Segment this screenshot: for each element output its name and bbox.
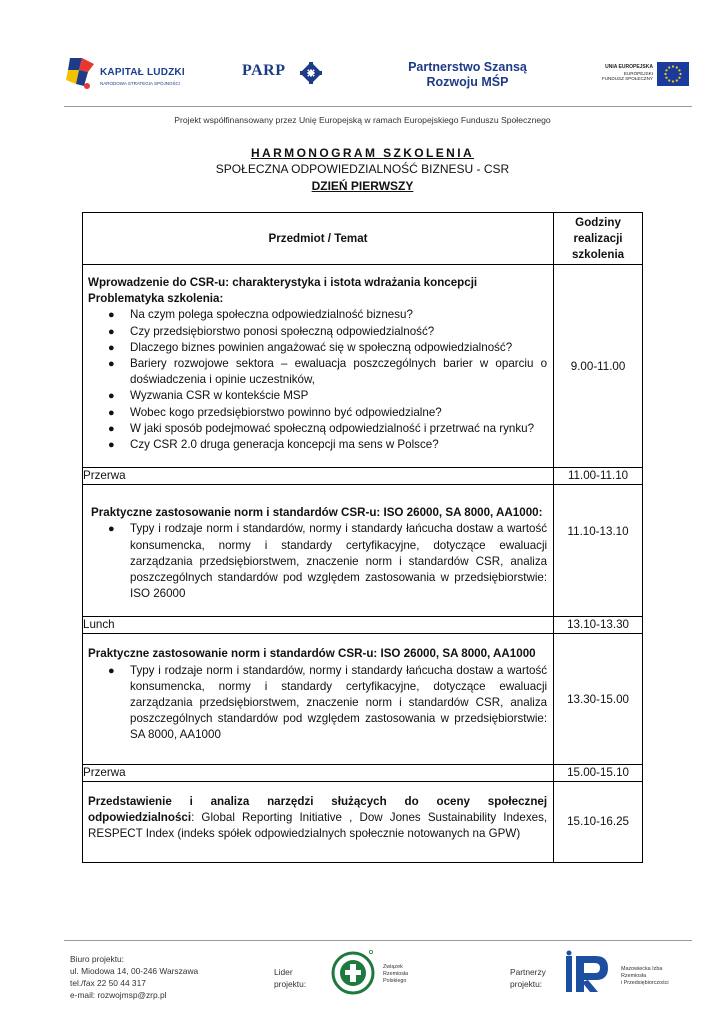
eu-text xyxy=(595,64,653,82)
kapital-ludzki-emblem-icon xyxy=(66,56,96,94)
parp-wordmark: PARP xyxy=(242,62,286,79)
parp-emblem-icon xyxy=(300,62,322,84)
bullet-icon: ● xyxy=(108,523,115,536)
eu-logo xyxy=(595,60,695,90)
table-row xyxy=(83,764,643,781)
eu-flag-icon xyxy=(657,62,689,86)
eu-line3: FUNDUSZ SPOŁECZNY xyxy=(601,76,653,81)
break2-time: 15.00-15.10 xyxy=(554,764,643,781)
list-item: ● Dlaczego biznes powinien angażować się w społeczną odpowiedzialność? xyxy=(88,340,547,356)
eu-line2: EUROPEJSKI xyxy=(623,70,653,76)
list-item: ● Wobec kogo przedsiębiorstwo powinno być odpowiedzialne? xyxy=(88,405,547,421)
bullet-icon: ● xyxy=(108,390,115,403)
list-item: ● Na czym polega społeczna odpowiedzialność biznesu? xyxy=(88,307,547,323)
session-sa-title: Praktyczne zastosowanie norm i standardów CSR-u: ISO 26000, SA 8000, AA1000 xyxy=(88,647,536,661)
table-header-row xyxy=(83,213,643,265)
table-row xyxy=(83,617,643,634)
session-iso-title: Praktyczne zastosowanie norm i standardów CSR-u: ISO 26000, SA 8000, AA1000: xyxy=(91,506,543,520)
footer-divider xyxy=(64,940,692,941)
kapital-ludzki-logo xyxy=(66,56,206,96)
session-iso-cell xyxy=(83,485,554,617)
training-name: SPOŁECZNA ODPOWIEDZIALNOŚĆ BIZNESU - CSR xyxy=(215,162,510,176)
list-item: ● Typy i rodzaje norm i standardów, normy i standardy łańcucha dostaw a wartość konsumencka, normy i standardy certyfikacyjne, dotyczące ewaluacji zarządzania przedsiębiorstwem, znaczenie norm i standardów CSR, analiza poszczególnych standardów pod względem zastosowania w przedsiębiorstwie: SA 8000, AA1000 xyxy=(108,663,548,742)
partnerstwo-szansa-logo xyxy=(405,60,530,90)
session-sa-list xyxy=(88,663,547,744)
kapital-ludzki-subtitle: NARODOWA STRATEGIA SPÓJNOŚCI xyxy=(100,81,181,86)
session-iso-time: 11.10-13.10 xyxy=(554,485,643,617)
list-item: ● Wyzwania CSR w kontekście MSP xyxy=(88,388,547,404)
header-time-line2: realizacji xyxy=(573,231,623,245)
header-time-line1: Godziny xyxy=(575,215,621,229)
session-intro-list xyxy=(88,307,547,453)
break2-label: Przerwa xyxy=(83,764,554,781)
bullet-icon: ● xyxy=(108,341,115,354)
bullet-icon: ● xyxy=(108,358,115,371)
break1-time: 11.00-11.10 xyxy=(554,468,643,485)
zrp-logo-icon xyxy=(331,948,375,998)
list-item: ● Bariery rozwojowe sektora – ewaluacja poszczególnych barier w oparciu o doświadczenia i opinie uczestników, xyxy=(108,357,548,387)
bullet-icon: ● xyxy=(108,439,115,452)
table-row xyxy=(83,634,643,764)
project-partners-label: Partnerzy projektu: xyxy=(510,967,546,989)
session-iso-list xyxy=(88,521,547,602)
session-tools-text: : Global Reporting Initiative , Dow Jones Sustainability Indexes, RESPECT Index (indeks spółek odpowiedzialnych społecznie notowanych na GPW) xyxy=(88,810,548,841)
list-item: ● Czy przedsiębiorstwo ponosi społeczną odpowiedzialność? xyxy=(88,324,547,340)
break1-label: Przerwa xyxy=(83,468,554,485)
zrp-name: Związek Rzemiosła Polskiego xyxy=(383,964,409,984)
project-office-address xyxy=(70,953,198,1001)
kapital-ludzki-title: KAPITAŁ LUDZKI xyxy=(100,67,185,78)
address-street: ul. Miodowa 14, 00-246 Warszawa xyxy=(70,966,199,976)
project-leader-label: Lider projektu: xyxy=(274,967,307,989)
lunch-time: 13.10-13.30 xyxy=(554,617,643,634)
schedule-table xyxy=(82,212,643,863)
header-time-line3: szkolenia xyxy=(571,247,625,261)
bullet-icon: ● xyxy=(108,406,115,419)
session-tools-title: Przedstawienie i analiza narzędzi służących do oceny społecznej odpowiedzialności xyxy=(88,794,548,824)
table-row xyxy=(83,781,643,863)
bullet-icon: ● xyxy=(108,325,115,338)
schedule-title: HARMONOGRAM SZKOLENIA xyxy=(250,146,475,160)
header-time xyxy=(554,213,643,265)
session-sa-time: 13.30-15.00 xyxy=(554,634,643,764)
bullet-icon: ● xyxy=(108,664,115,677)
session-intro-problems: Problematyka szkolenia: xyxy=(88,292,224,306)
header-logos xyxy=(0,0,725,106)
lunch-label: Lunch xyxy=(83,617,554,634)
header-divider xyxy=(64,106,692,107)
partnerstwo-line1: Partnerstwo Szansą xyxy=(408,60,527,74)
day-label: DZIEŃ PIERWSZY xyxy=(311,179,414,193)
parp-logo xyxy=(242,60,332,90)
bullet-icon: ● xyxy=(108,422,115,435)
session-intro-time: 9.00-11.00 xyxy=(554,265,643,468)
list-item: ● W jaki sposób podejmować społeczną odpowiedzialność i przetrwać na rynku? xyxy=(88,421,547,437)
header-subject: Przedmiot / Temat xyxy=(83,213,554,265)
bullet-icon: ● xyxy=(108,309,115,322)
table-row xyxy=(83,485,643,617)
session-tools-cell xyxy=(83,781,554,863)
table-row xyxy=(83,468,643,485)
session-tools-time: 15.10-16.25 xyxy=(554,781,643,863)
document-titles xyxy=(0,145,725,194)
table-row xyxy=(83,265,643,468)
session-intro-cell xyxy=(83,265,554,468)
address-phone: tel./fax 22 50 44 317 xyxy=(70,978,146,988)
mir-name: Mazowiecka Izba Rzemiosła i Przedsiębiorczości xyxy=(621,966,669,986)
eu-line1: UNIA EUROPEJSKA xyxy=(605,64,653,70)
session-sa-cell xyxy=(83,634,554,764)
list-item: ● Czy CSR 2.0 druga generacja koncepcji ma sens w Polsce? xyxy=(88,437,547,453)
list-item: ● Typy i rodzaje norm i standardów, normy i standardy łańcucha dostaw a wartość konsumencka, normy i standardy certyfikacyjne, dotyczące ewaluacji zarządzania przedsiębiorstwem, znaczenie norm i standardów CSR, analiza poszczególnych standardów pod względem zastosowania w przedsiębiorstwie: ISO 26000 xyxy=(108,522,548,601)
partnerstwo-line2: Rozwoju MŚP xyxy=(426,75,509,89)
mir-logo-icon xyxy=(564,950,616,996)
address-label: Biuro projektu: xyxy=(70,954,124,964)
cofinance-note: Projekt współfinansowany przez Unię Europejską w ramach Europejskiego Funduszu Społecznego xyxy=(174,115,551,125)
address-email: e-mail: rozwojmsp@zrp.pl xyxy=(70,990,167,1000)
session-intro-title: Wprowadzenie do CSR-u: charakterystyka i istota wdrażania koncepcji xyxy=(88,276,478,289)
